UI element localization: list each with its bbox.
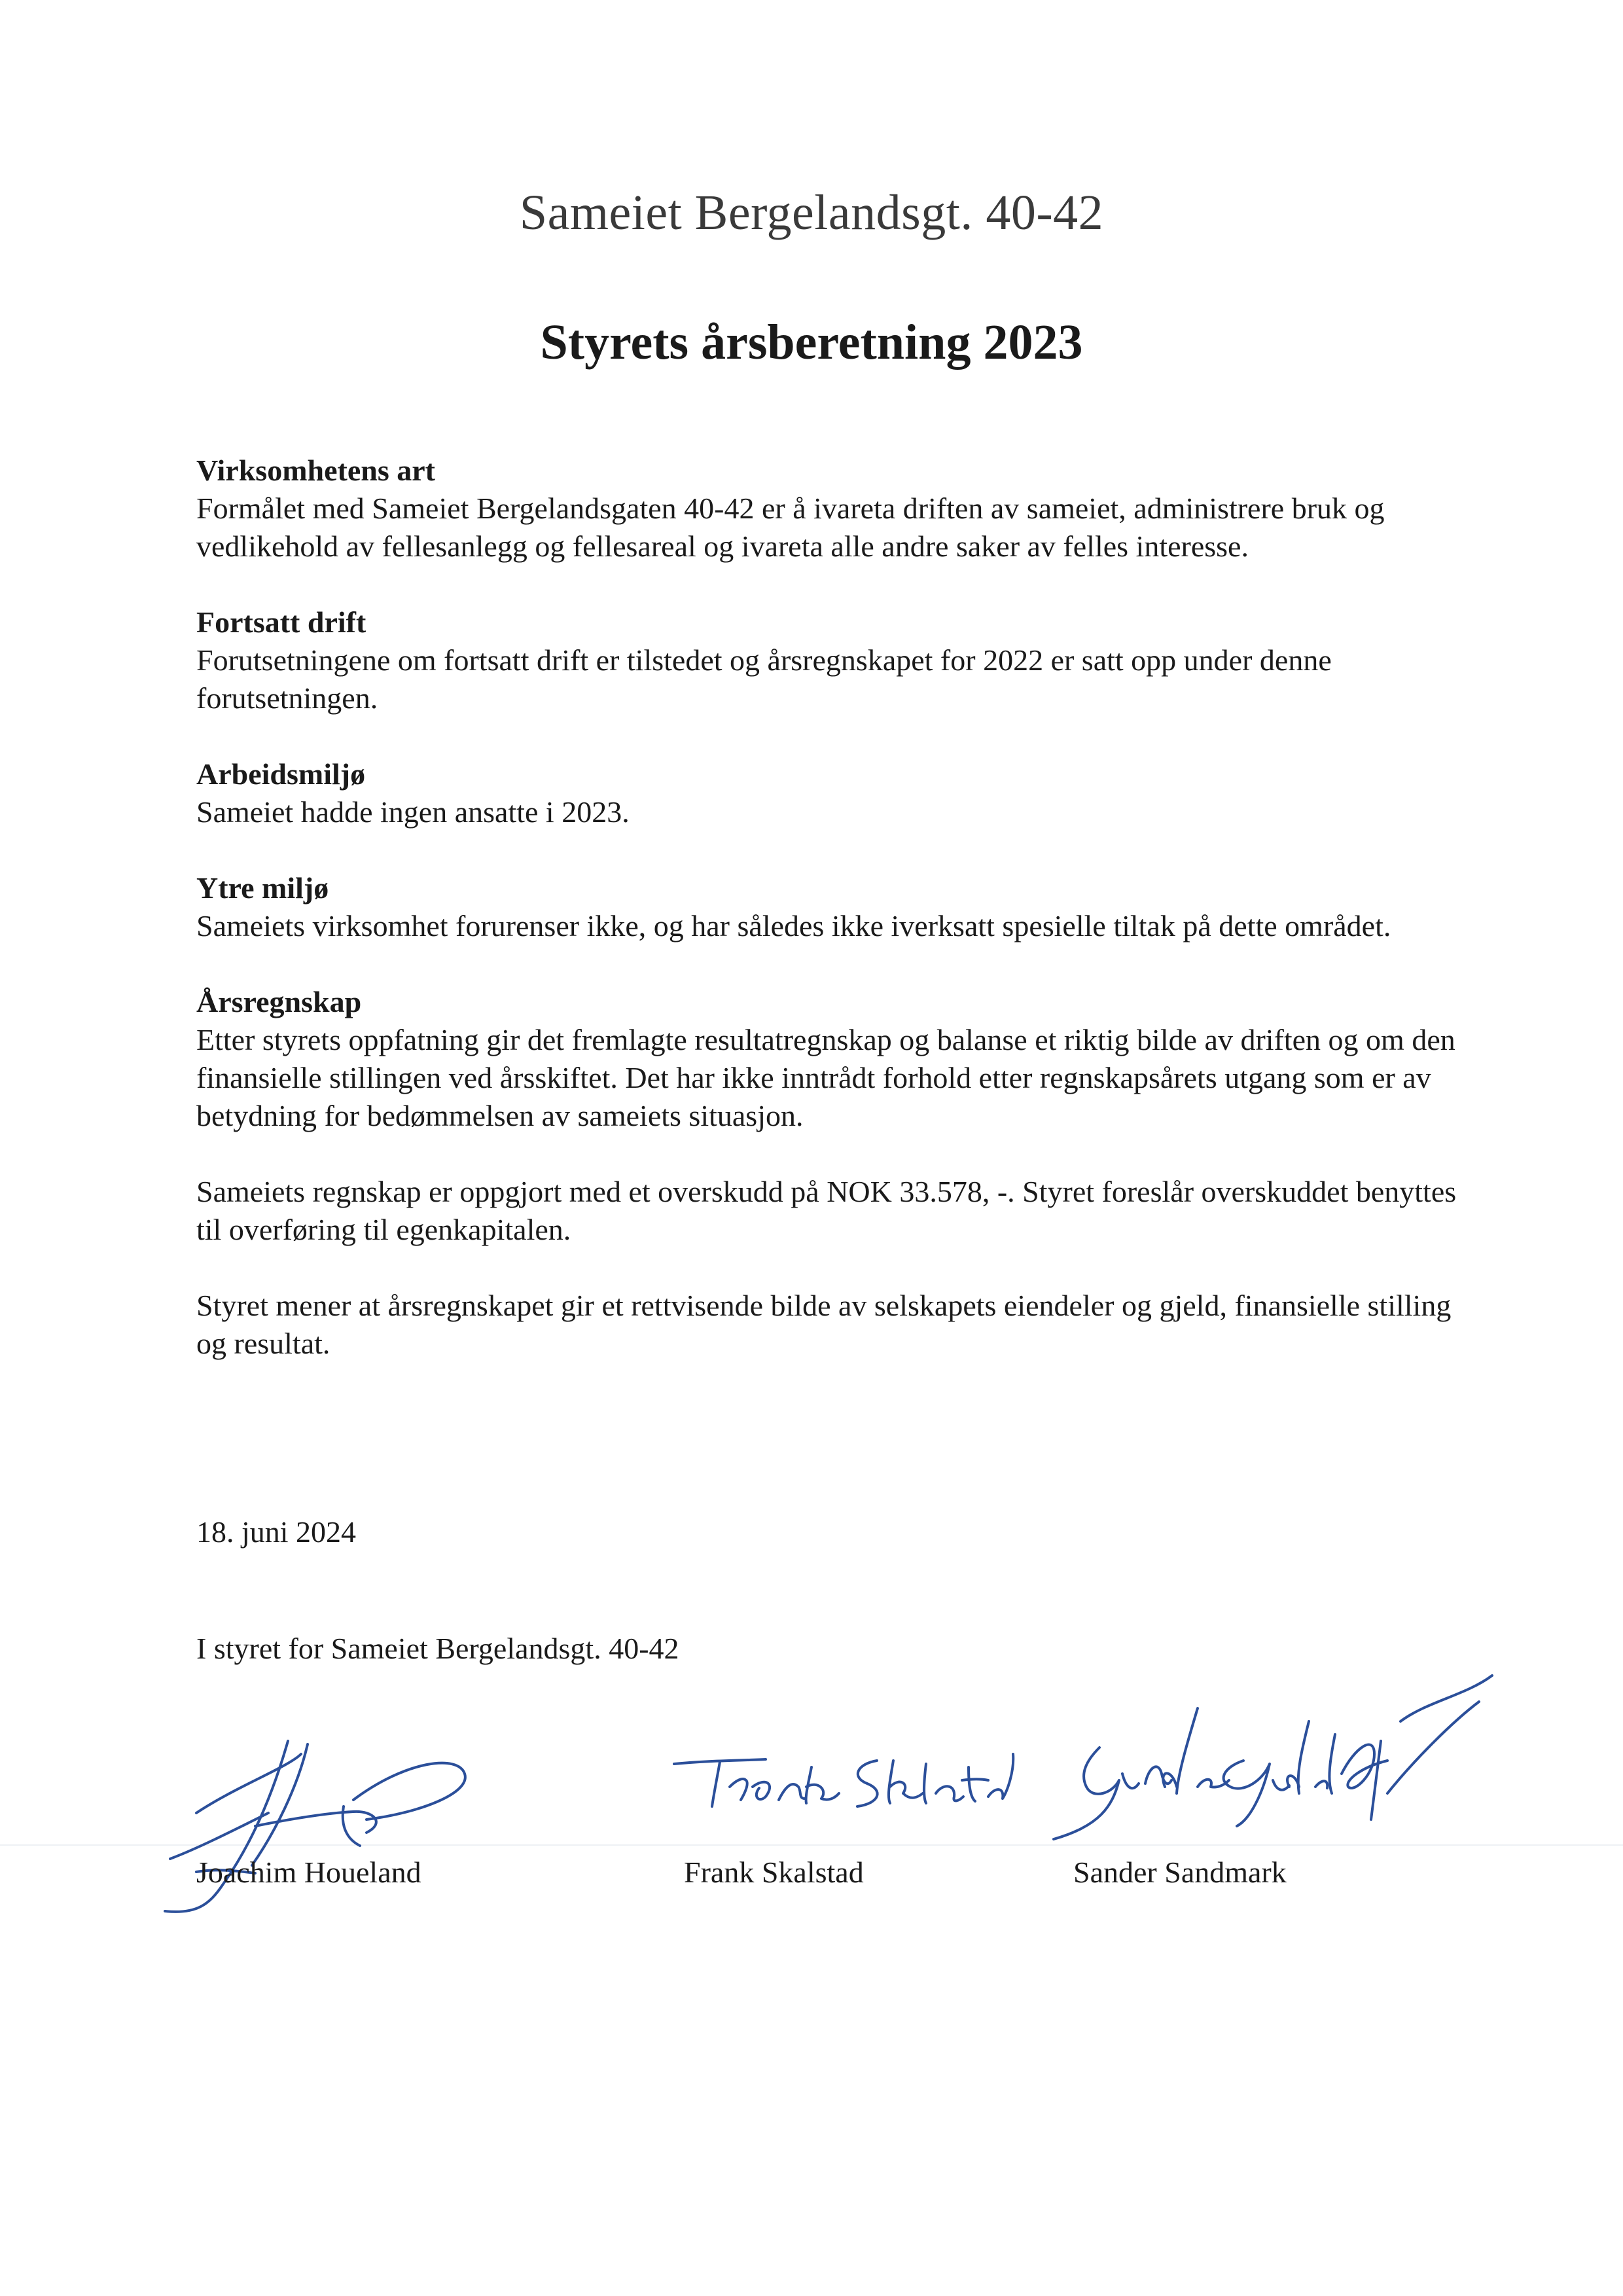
section-arbeidsmiljo [196,755,1466,831]
section-heading: Virksomhetens art [196,454,435,487]
section-heading: Ytre miljø [196,871,329,905]
section-fortsatt-drift [196,603,1466,717]
section-heading: Fortsatt drift [196,605,366,639]
section-heading: Årsregnskap [196,985,362,1018]
signatory-name-1: Joachim Houeland [196,1856,421,1889]
section-arsregnskap [196,983,1466,1135]
signing-date: 18. juni 2024 [196,1515,357,1549]
document-title: Styrets årsberetning 2023 [540,315,1083,370]
signatory-name-2: Frank Skalstad [684,1856,864,1889]
section-heading: Arbeidsmiljø [196,757,366,791]
statement-paragraph: Styret mener at årsregnskapet gir et rettvisende bilde av selskapets eiendeler og gjeld, finansielle stilling og resultat. [196,1289,1452,1360]
section-text: Formålet med Sameiet Bergelandsgaten 40-42 er å ivareta driften av sameiet, administrere bruk og vedlikehold av fellesanlegg og fellesareal og ivareta alle andre saker av felles interesse. [196,492,1385,563]
section-text: Sameiets virksomhet forurenser ikke, og har således ikke iverksatt spesielle tiltak på dette området. [196,909,1391,942]
signature-sander-sandmark [1047,1695,1571,1852]
section-text: Forutsetningene om fortsatt drift er tilstedet og årsregnskapet for 2022 er satt opp under denne forutsetningen. [196,643,1332,715]
report-body [196,452,1466,1401]
signature-joachim-houeland [157,1715,497,1924]
board-statement: I styret for Sameiet Bergelandsgt. 40-42 [196,1632,679,1665]
section-text: Sameiet hadde ingen ansatte i 2023. [196,795,630,829]
section-virksomhetens-art [196,452,1466,565]
section-text: Etter styrets oppfatning gir det fremlagte resultatregnskap og balanse et riktig bilde av driften og om den finansielle stillingen ved årsskiftet. Det har ikke inntrådt forhold etter regnskapsårets utgang som er av betydning for bedømmelsen av sameiets situasjon. [196,1023,1455,1132]
result-paragraph: Sameiets regnskap er oppgjort med et overskudd på NOK 33.578, -. Styret foreslår overskuddet benyttes til overføring til egenkapitalen. [196,1175,1457,1246]
section-ytre-miljo [196,869,1466,945]
organization-title: Sameiet Bergelandsgt. 40-42 [519,185,1104,240]
signature-frank-skalstad [668,1741,1021,1826]
signatory-name-3: Sander Sandmark [1073,1856,1287,1889]
